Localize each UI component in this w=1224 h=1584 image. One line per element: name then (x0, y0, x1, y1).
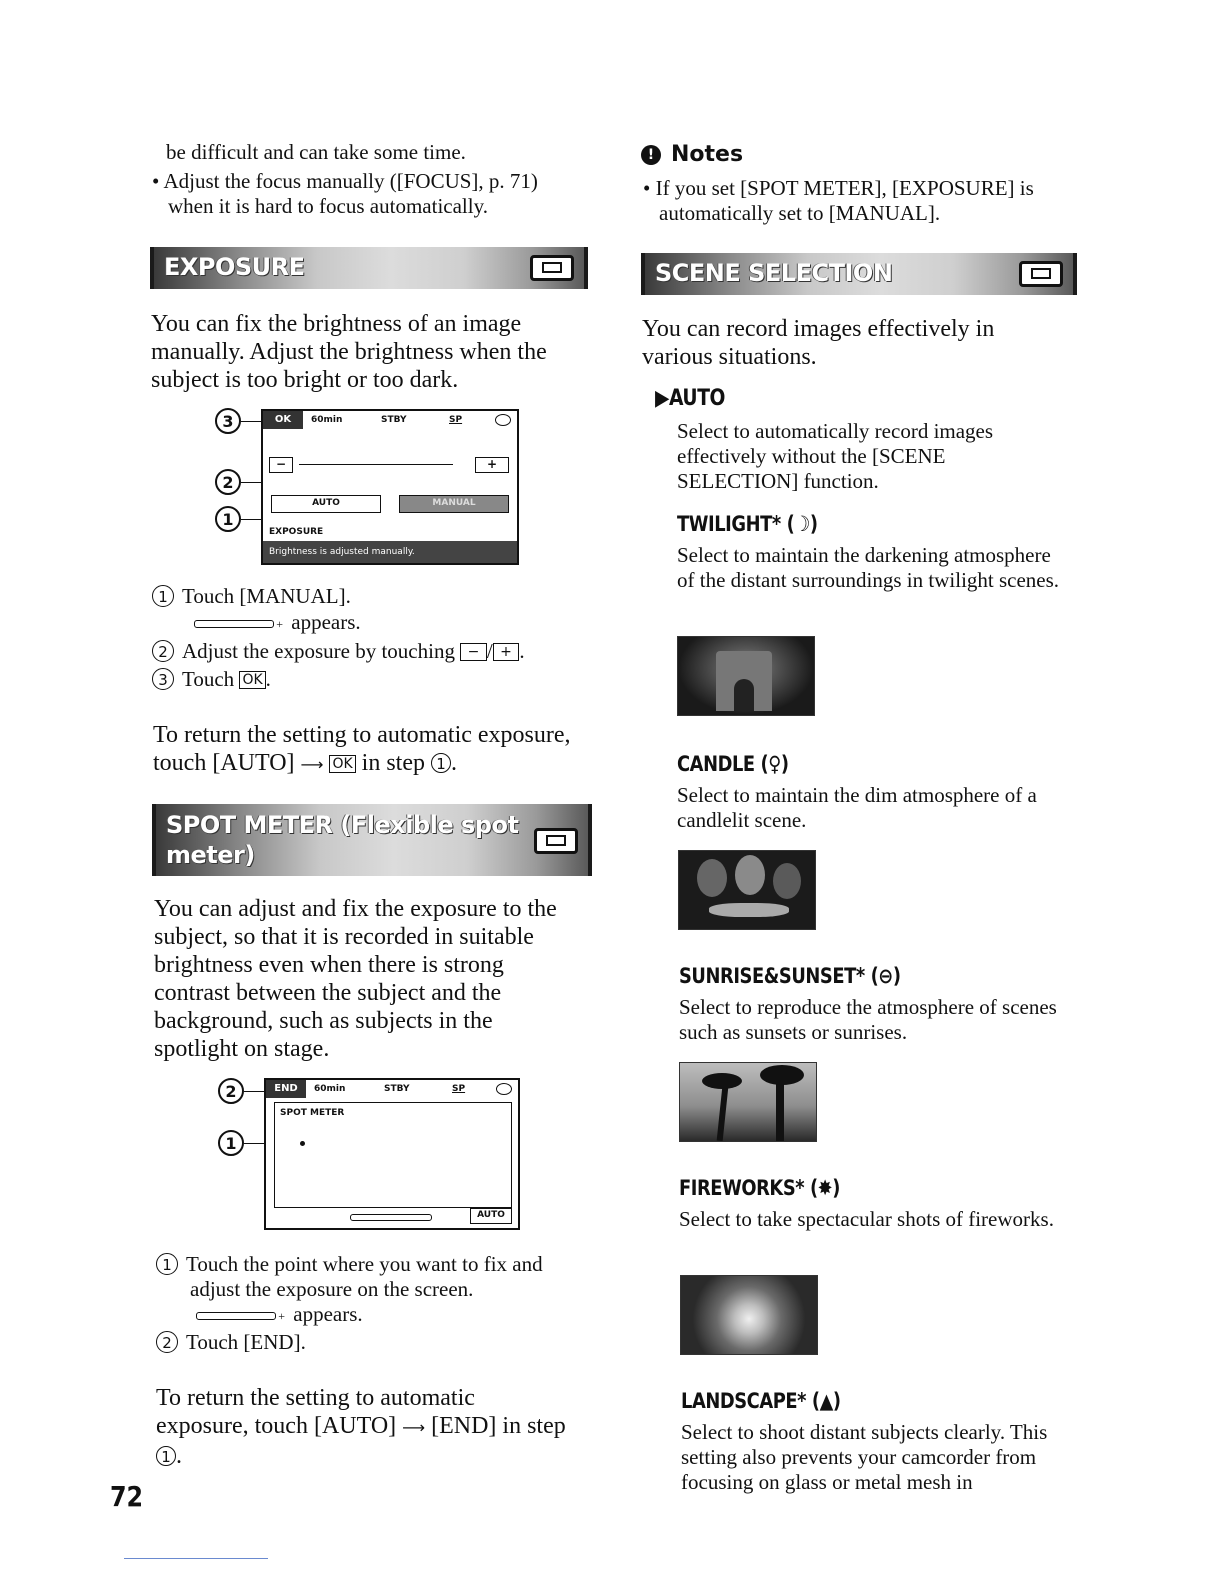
twilight-icon: (☽) (786, 512, 818, 536)
slider-indicator-icon (196, 1312, 276, 1320)
scene-sunrise-desc: Select to reproduce the atmosphere of scenes such as sunsets or sunrises. (679, 995, 1057, 1044)
spot-step-1 (156, 1252, 576, 1302)
step-ref: 1 (156, 1446, 176, 1466)
scene-selection-description: You can record images effectively in various situations. (642, 316, 995, 370)
scene-twilight-desc: Select to maintain the darkening atmosphere of the distant surroundings in twilight scenes. (677, 543, 1060, 592)
callout-2: 2 (215, 469, 241, 495)
mode-indicator: SP (449, 415, 463, 425)
exposure-return-note: To return the setting to automatic exposure, touch [AUTO] ⟶ OK in step 1 . (153, 722, 571, 776)
notes-icon: ! (641, 145, 661, 165)
exposure-description: You can fix the brightness of an image manually. Adjust the brightness when the subject is too bright or too dark. (151, 311, 547, 393)
exposure-banner (150, 247, 588, 289)
scene-candle-title: CANDLE (♀) (677, 752, 789, 776)
fireworks-photo (680, 1275, 818, 1355)
exposure-step-2: 2 Adjust the exposure by touching − / + . (152, 639, 592, 664)
step-1-text: Touch the point where you want to fix and adjust the exposure on the screen. (186, 1252, 543, 1301)
spot-meter-caption: SPOT METER (280, 1108, 345, 1118)
scene-twilight-title: TWILIGHT* (☽) (677, 512, 818, 536)
step-2-number: 2 (152, 640, 174, 662)
end-button[interactable]: END (266, 1080, 306, 1098)
notes-header (641, 142, 743, 167)
manual-button[interactable]: MANUAL (399, 495, 509, 513)
minus-button[interactable]: − (269, 457, 293, 473)
notes-bullet: • If you set [SPOT METER], [EXPOSURE] is automatically set to [MANUAL]. (641, 176, 1079, 226)
ok-key-icon: OK (239, 671, 265, 689)
arrow-icon: ⟶ (300, 755, 324, 774)
sunrise-icon: (⊖) (870, 964, 901, 988)
spot-meter-banner (152, 804, 592, 876)
step-1-number: 1 (156, 1253, 178, 1275)
intro-continuation: be difficult and can take some time. (166, 140, 466, 164)
scene-landscape-desc: Select to shoot distant subjects clearly. This setting also prevents your camcorder from focusing on glass or metal mesh in (681, 1420, 1048, 1494)
spot-return-note: To return the setting to automatic exposure, touch [AUTO] ⟶ [END] in step 1 . (156, 1385, 566, 1469)
play-arrow-icon: ▶ (655, 386, 669, 411)
spot-meter-screen-diagram (218, 1074, 528, 1234)
spot-meter-banner-title: SPOT METER (Flexible spot meter) (166, 811, 519, 869)
exposure-banner-title: EXPOSURE (164, 253, 305, 281)
ok-button[interactable]: OK (263, 411, 303, 429)
callout-1: 1 (215, 506, 241, 532)
status-indicator: STBY (384, 1084, 410, 1094)
minus-key-icon: − (460, 643, 487, 661)
candle-photo (678, 850, 816, 930)
notes-title: Notes (671, 142, 744, 167)
exposure-screen-diagram (215, 405, 525, 570)
callout-1: 1 (218, 1130, 244, 1156)
scene-auto-desc: Select to automatically record images effectively without the [SCENE SELECTION] function. (677, 419, 994, 493)
exposure-step-1-sub (188, 610, 588, 635)
step-2-text: Adjust the exposure by touching (182, 639, 455, 663)
scene-selection-banner-title: SCENE SELECTION (655, 259, 893, 287)
exposure-slider[interactable] (299, 464, 453, 465)
plus-button[interactable]: + (475, 457, 509, 473)
exposure-caption-title: EXPOSURE (269, 527, 324, 537)
exposure-caption-text: Brightness is adjusted manually. (269, 547, 415, 557)
fireworks-icon: (✸) (809, 1176, 840, 1200)
battery-indicator: 60min (314, 1084, 346, 1094)
status-indicator: STBY (381, 415, 407, 425)
callout-2: 2 (218, 1078, 244, 1104)
camera-mode-icon (530, 255, 574, 281)
sunrise-photo (679, 1062, 817, 1142)
step-1-text: Touch [MANUAL]. (182, 584, 351, 608)
scene-fireworks-desc: Select to take spectacular shots of fireworks. (679, 1207, 1054, 1231)
step-2-number: 2 (156, 1331, 178, 1353)
page-number: 72 (110, 1480, 144, 1513)
scene-auto-title: ▶AUTO (655, 386, 726, 411)
arrow-icon: ⟶ (402, 1418, 426, 1437)
step-ref: 1 (431, 753, 451, 773)
auto-button[interactable]: AUTO (271, 495, 381, 513)
media-icon (495, 414, 511, 426)
step-2-text: Touch [END]. (186, 1330, 306, 1354)
step-1-subtext: appears. (293, 1302, 363, 1326)
scene-candle-desc: Select to maintain the dim atmosphere of a candlelit scene. (677, 783, 1037, 832)
exposure-lcd (261, 409, 519, 565)
scene-selection-banner (641, 253, 1077, 295)
landscape-icon: (▲) (811, 1389, 841, 1413)
spot-point-icon (300, 1141, 305, 1146)
media-icon (496, 1083, 512, 1095)
slider-indicator-icon (194, 620, 274, 628)
exposure-step-3: 3 Touch OK . (152, 667, 592, 692)
battery-indicator: 60min (311, 415, 343, 425)
exposure-step-1 (152, 584, 592, 609)
exposure-slider[interactable] (350, 1214, 432, 1221)
plus-key-icon: + (493, 643, 520, 661)
auto-button[interactable]: AUTO (470, 1208, 512, 1224)
step-1-subtext: appears. (291, 610, 361, 634)
scene-fireworks-title: FIREWORKS* (✸) (679, 1176, 840, 1200)
camera-mode-icon (534, 828, 578, 854)
callout-3: 3 (215, 408, 241, 434)
camera-mode-icon (1019, 261, 1063, 287)
spot-step-2 (156, 1330, 576, 1355)
spot-step-1-sub (190, 1302, 570, 1327)
candle-icon: (♀) (760, 752, 789, 776)
mode-indicator: SP (452, 1084, 466, 1094)
footer-rule (124, 1558, 268, 1559)
step-3-text: Touch (182, 667, 235, 691)
intro-bullet: • Adjust the focus manually ([FOCUS], p. 71) when it is hard to focus automatically. (150, 169, 588, 219)
spot-meter-description: You can adjust and fix the exposure to the subject, so that it is recorded in suitable brightness even when there is strong contrast between the subject and the background, such as subjects in the spotlight on stage. (154, 896, 557, 1062)
twilight-photo (677, 636, 815, 716)
ok-key-icon: OK (329, 755, 355, 773)
scene-landscape-title: LANDSCAPE* (▲) (681, 1389, 841, 1413)
step-1-number: 1 (152, 585, 174, 607)
scene-sunrise-title: SUNRISE&SUNSET* (⊖) (679, 964, 901, 988)
spot-meter-lcd (264, 1078, 520, 1230)
step-3-number: 3 (152, 668, 174, 690)
